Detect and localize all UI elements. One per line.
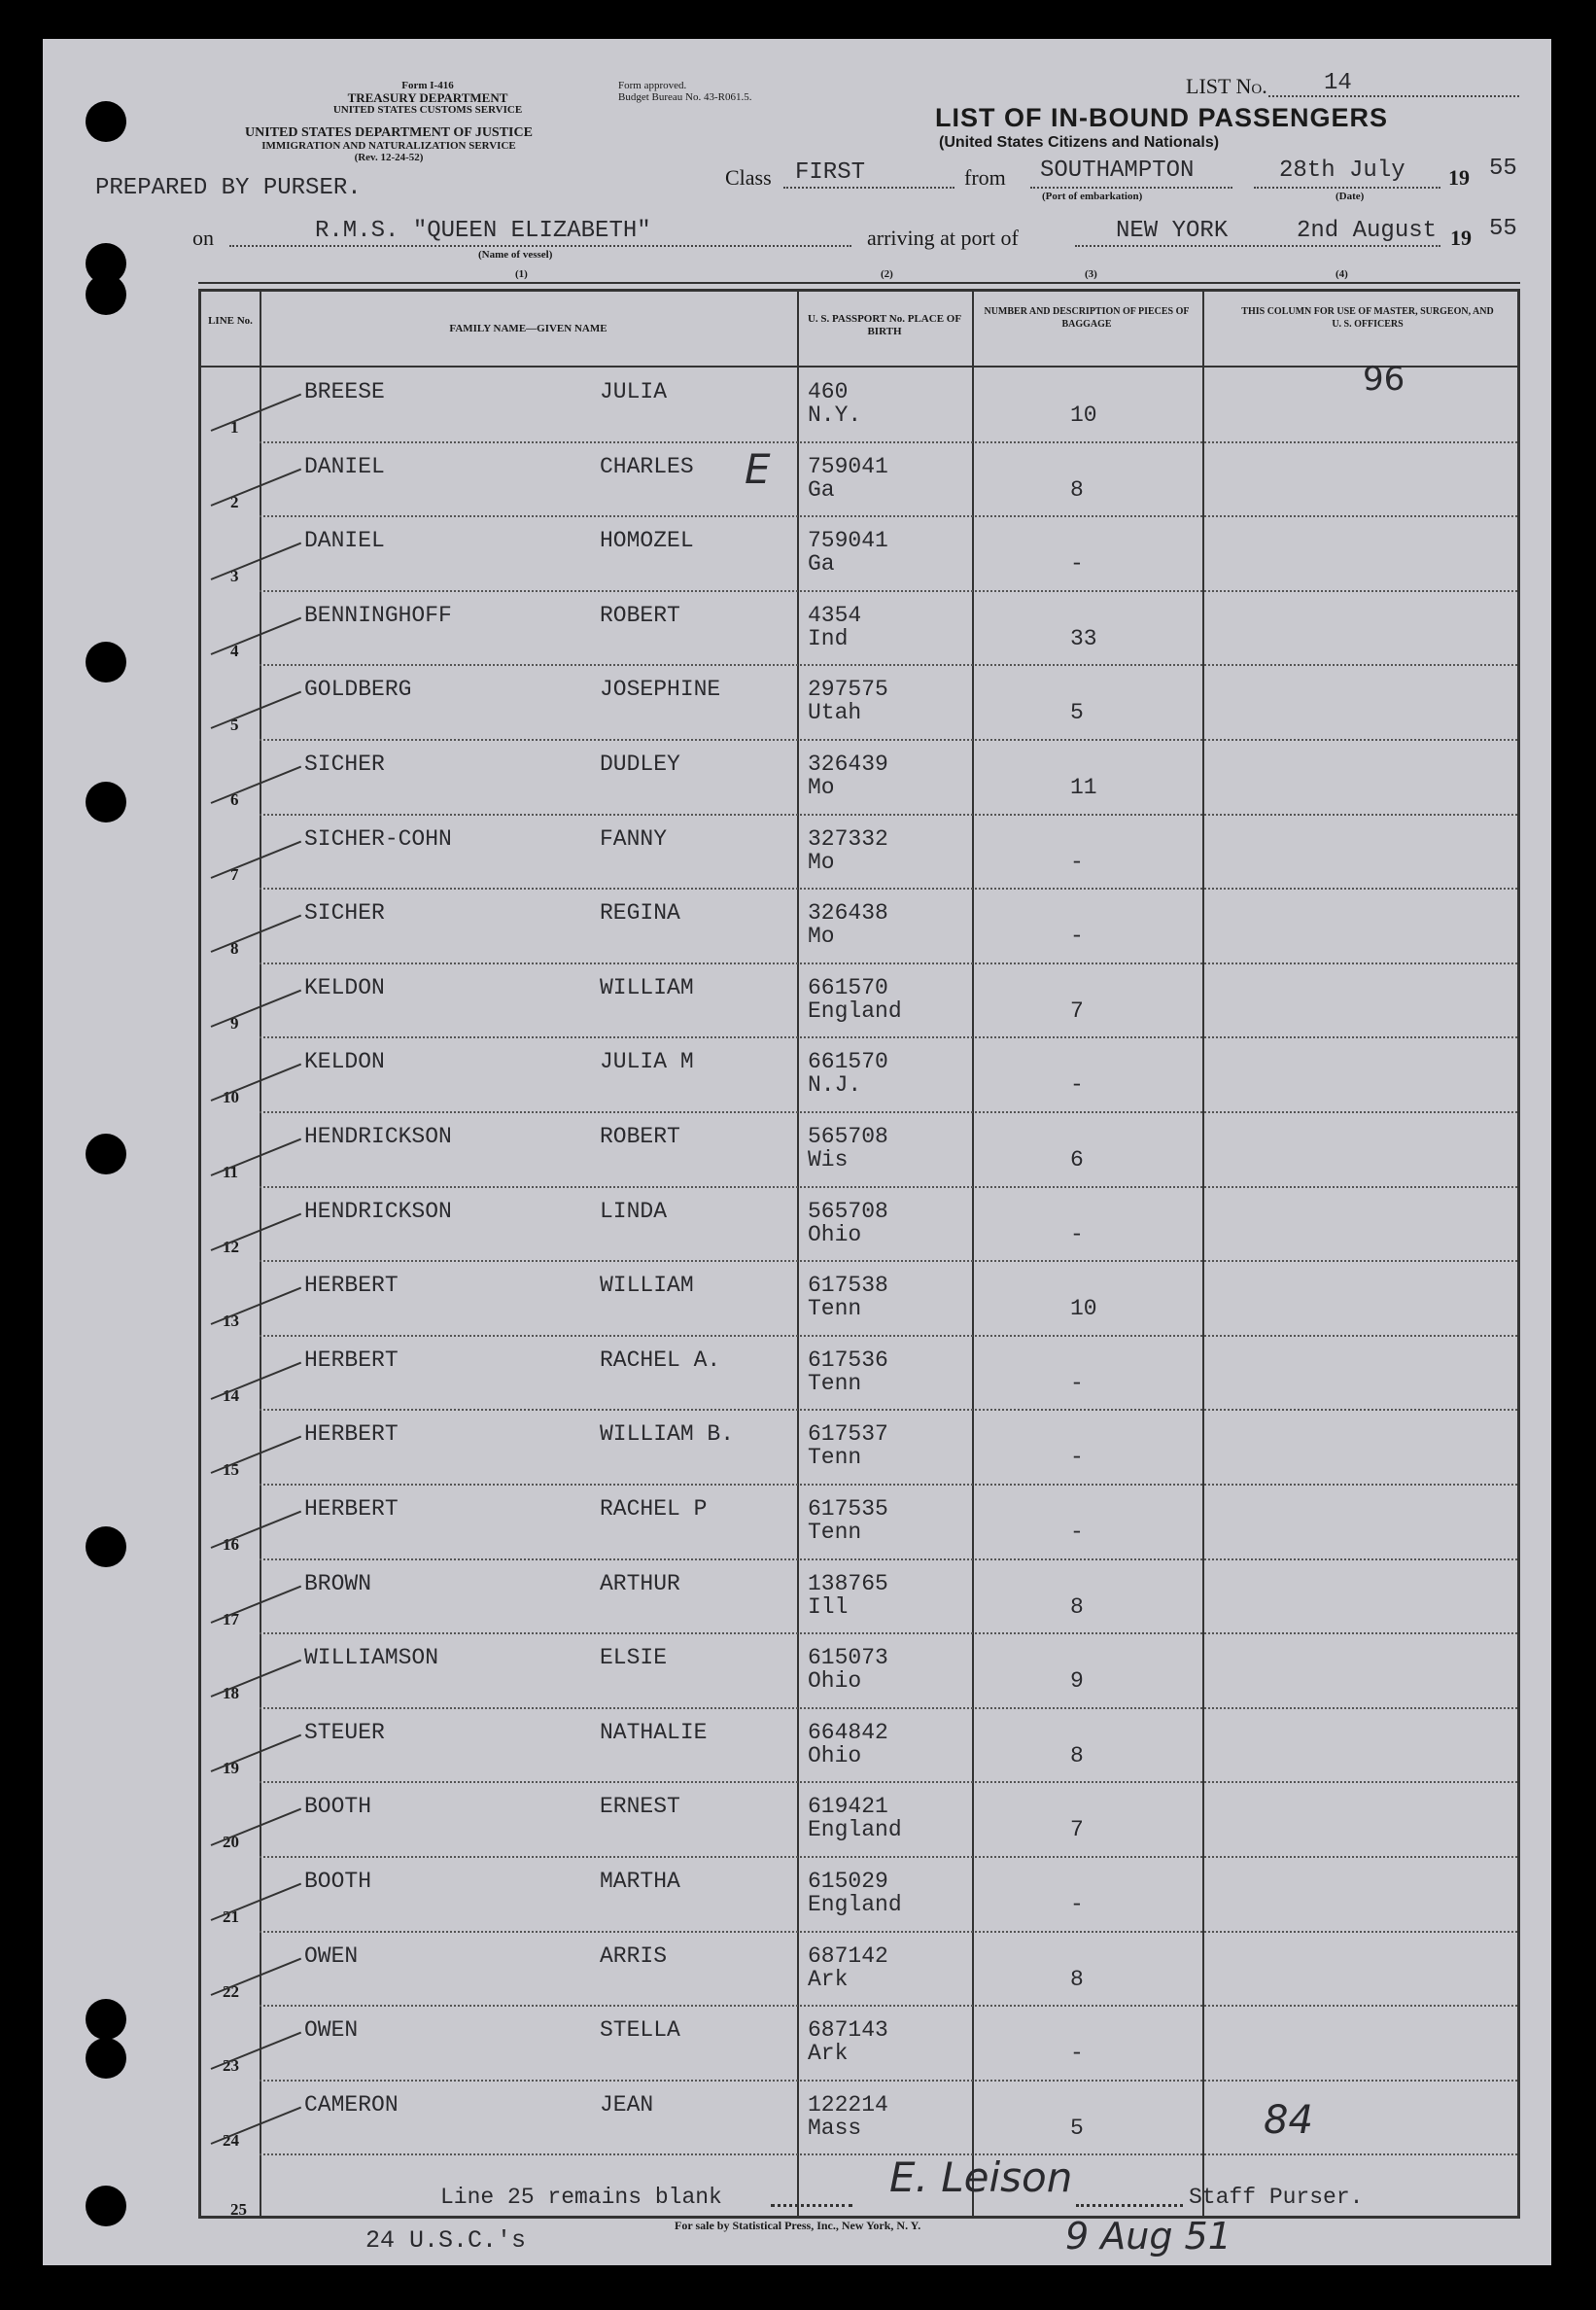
arrival-year-prefix: 19: [1450, 226, 1472, 250]
on-label: on: [192, 226, 214, 250]
family-name: BOOTH: [304, 1794, 372, 1820]
budget-bureau: Budget Bureau No. 43-R061.5.: [618, 91, 752, 103]
port-of-embarkation: SOUTHAMPTON: [1040, 158, 1195, 184]
check-mark-icon: [211, 1883, 301, 1921]
line-number: 11: [223, 1163, 239, 1181]
customs-service: UNITED STATES CUSTOMS SERVICE: [332, 104, 523, 116]
form-revision: (Rev. 12-24-52): [354, 152, 424, 163]
port-caption: (Port of embarkation): [1042, 191, 1143, 202]
place-of-birth: Ohio: [808, 1668, 862, 1695]
line-number: 19: [223, 1758, 239, 1777]
passport-number: 4354: [808, 602, 862, 628]
col-head-name: FAMILY NAME—GIVEN NAME: [449, 323, 607, 334]
check-mark-icon: [211, 766, 301, 804]
passport-number: 615073: [808, 1645, 888, 1671]
line-number: 25: [230, 2200, 247, 2219]
dotted-rule: [771, 2204, 852, 2207]
embark-date: 28th July: [1279, 158, 1405, 184]
table-row: [201, 1857, 1517, 1932]
col-head-line-no: LINE No.: [208, 315, 253, 327]
arriving-label: arriving at port of: [867, 226, 1019, 250]
passport-number: 619421: [808, 1794, 888, 1820]
family-name: WILLIAMSON: [304, 1645, 439, 1671]
baggage-count: -: [1070, 924, 1084, 950]
family-name: BENNINGHOFF: [304, 602, 452, 628]
given-name: WILLIAM B.: [600, 1421, 735, 1448]
table-row: [201, 1782, 1517, 1857]
table-row: [201, 740, 1517, 815]
table-row: [201, 1559, 1517, 1634]
passport-number: 617537: [808, 1421, 888, 1448]
passport-number: 617538: [808, 1273, 888, 1299]
dotted-rule: [783, 187, 954, 189]
line-number: 2: [230, 492, 239, 511]
passport-number: 565708: [808, 1198, 888, 1224]
check-mark-icon: [211, 2032, 301, 2070]
family-name: BREESE: [304, 379, 385, 404]
place-of-birth: Mass: [808, 2115, 862, 2141]
vessel-caption: (Name of vessel): [478, 249, 553, 261]
check-mark-icon: [211, 691, 301, 729]
given-name: JOSEPHINE: [600, 677, 721, 703]
family-name: SICHER: [304, 752, 385, 777]
passport-number: 326439: [808, 752, 888, 777]
given-name: STELLA: [600, 2017, 680, 2044]
baggage-count: -: [1070, 1221, 1084, 1247]
given-name: WILLIAM: [600, 974, 694, 1000]
check-mark-icon: [211, 1064, 301, 1102]
check-mark-icon: [211, 1808, 301, 1846]
baggage-count: 6: [1070, 1147, 1084, 1172]
check-mark-icon: [211, 542, 301, 580]
passport-number: 617536: [808, 1347, 888, 1373]
arrival-year: 55: [1489, 216, 1517, 242]
punch-hole: [86, 2186, 126, 2226]
check-mark-icon: [211, 1957, 301, 1995]
place-of-birth: Mo: [808, 924, 835, 950]
baggage-count: 11: [1070, 775, 1097, 800]
passport-number: 687143: [808, 2017, 888, 2044]
line-number: 5: [230, 716, 239, 735]
table-row: [201, 1112, 1517, 1187]
given-name: RACHEL P: [600, 1496, 708, 1522]
family-name: HERBERT: [304, 1273, 399, 1299]
embark-year: 55: [1489, 156, 1517, 182]
baggage-count: 8: [1070, 1966, 1084, 1992]
line-number: 16: [223, 1535, 239, 1554]
baggage-count: 33: [1070, 625, 1097, 651]
place-of-birth: Tenn: [808, 1370, 862, 1396]
family-name: SICHER: [304, 900, 385, 927]
line-number: 14: [223, 1385, 239, 1405]
family-name: KELDON: [304, 974, 385, 1000]
check-mark-icon: [211, 394, 301, 432]
baggage-count: 9: [1070, 1668, 1084, 1695]
usc-note: 24 U.S.C.'s: [365, 2226, 527, 2255]
dotted-rule: [1268, 95, 1519, 97]
arrival-port: NEW YORK: [1116, 218, 1229, 244]
line-number: 15: [223, 1460, 239, 1480]
column-number: (3): [1085, 268, 1097, 280]
line-number: 6: [230, 790, 239, 809]
baggage-count: 7: [1070, 1817, 1084, 1843]
baggage-count: 10: [1070, 402, 1097, 428]
place-of-birth: England: [808, 998, 902, 1024]
col-head-passport: U. S. PASSPORT No. PLACE OF BIRTH: [807, 313, 962, 337]
table-row: [201, 1410, 1517, 1485]
prepared-by: PREPARED BY PURSER.: [95, 175, 362, 201]
family-name: HERBERT: [304, 1347, 399, 1373]
passport-number: 617535: [808, 1496, 888, 1522]
baggage-count: -: [1070, 1370, 1084, 1396]
baggage-count: -: [1070, 1072, 1084, 1099]
table-row: [201, 1485, 1517, 1559]
dotted-rule: [1030, 187, 1232, 189]
table-row: [201, 2081, 1517, 2155]
header-rule: [198, 282, 1520, 284]
place-of-birth: Ark: [808, 2041, 849, 2067]
dotted-rule: [1254, 187, 1440, 189]
family-name: HERBERT: [304, 1496, 399, 1522]
given-name: ROBERT: [600, 1124, 680, 1149]
date-caption: (Date): [1336, 191, 1365, 202]
line-number: 9: [230, 1013, 239, 1032]
purser-signature: E. Leison: [889, 2153, 1073, 2201]
passport-number: 326438: [808, 900, 888, 927]
treasury-department: TREASURY DEPARTMENT: [347, 90, 508, 105]
passport-number: 661570: [808, 974, 888, 1000]
passenger-table: [198, 289, 1520, 2219]
place-of-birth: Ohio: [808, 1221, 862, 1247]
footer-handwriting: 9 Aug 51: [1065, 2215, 1232, 2258]
passport-number: 565708: [808, 1124, 888, 1149]
line-number: 13: [223, 1312, 239, 1331]
given-name: HOMOZEL: [600, 528, 694, 554]
passport-number: 687142: [808, 1942, 888, 1969]
page-subtitle: (United States Citizens and Nationals): [939, 134, 1220, 151]
family-name: SICHER-COHN: [304, 825, 452, 852]
family-name: HENDRICKSON: [304, 1198, 452, 1224]
passport-number: 615029: [808, 1869, 888, 1894]
line-number: 4: [230, 641, 239, 660]
baggage-count: -: [1070, 2041, 1084, 2067]
given-name: NATHALIE: [600, 1719, 708, 1745]
punch-hole: [86, 1134, 126, 1174]
place-of-birth: Tenn: [808, 1296, 862, 1322]
vessel-name: R.M.S. "QUEEN ELIZABETH": [315, 218, 651, 244]
handwritten-letter: E: [745, 445, 771, 493]
family-name: CAMERON: [304, 2091, 399, 2118]
dotted-rule: [1076, 2204, 1183, 2207]
justice-department: UNITED STATES DEPARTMENT OF JUSTICE: [245, 125, 533, 140]
class-label: Class: [725, 165, 772, 190]
table-row: [201, 1932, 1517, 2007]
given-name: WILLIAM: [600, 1273, 694, 1299]
punch-hole: [86, 782, 126, 822]
check-mark-icon: [211, 2106, 301, 2144]
place-of-birth: Utah: [808, 700, 862, 726]
given-name: MARTHA: [600, 1869, 680, 1894]
place-of-birth: Ga: [808, 476, 835, 503]
line-number: 1: [230, 418, 239, 437]
check-mark-icon: [211, 989, 301, 1027]
baggage-count: 7: [1070, 998, 1084, 1024]
given-name: FANNY: [600, 825, 668, 852]
baggage-count: -: [1070, 1892, 1084, 1917]
passport-number: 460: [808, 379, 849, 404]
table-row: [201, 1708, 1517, 1783]
family-name: STEUER: [304, 1719, 385, 1745]
check-mark-icon: [211, 1436, 301, 1474]
line-number: 12: [223, 1237, 239, 1256]
line-number: 22: [223, 1981, 239, 2001]
family-name: HENDRICKSON: [304, 1124, 452, 1149]
check-mark-icon: [211, 1287, 301, 1325]
check-mark-icon: [211, 915, 301, 953]
baggage-count: -: [1070, 849, 1084, 875]
given-name: ARTHUR: [600, 1570, 680, 1596]
table-row: [201, 1336, 1517, 1411]
check-mark-icon: [211, 840, 301, 878]
purser-role: Staff Purser.: [1189, 2185, 1364, 2210]
place-of-birth: N.J.: [808, 1072, 862, 1099]
passport-number: 297575: [808, 677, 888, 703]
col-head-officers: THIS COLUMN FOR USE OF MASTER, SURGEON, AND U. S. OFFICERS: [1241, 306, 1494, 330]
baggage-count: 5: [1070, 2115, 1084, 2141]
given-name: LINDA: [600, 1198, 668, 1224]
check-mark-icon: [211, 1660, 301, 1698]
passport-number: 664842: [808, 1719, 888, 1745]
class-value: FIRST: [795, 159, 866, 186]
family-name: DANIEL: [304, 453, 385, 479]
punch-hole: [86, 2038, 126, 2079]
line-number: 7: [230, 864, 239, 884]
passport-number: 122214: [808, 2091, 888, 2118]
given-name: ERNEST: [600, 1794, 680, 1820]
place-of-birth: England: [808, 1817, 902, 1843]
check-mark-icon: [211, 468, 301, 506]
line-number: 17: [223, 1609, 239, 1628]
check-mark-icon: [211, 1212, 301, 1250]
table-row: [201, 1037, 1517, 1112]
table-row: [201, 442, 1517, 517]
baggage-count: 5: [1070, 700, 1084, 726]
form-approved: Form approved.: [618, 80, 687, 91]
total-mark: 84: [1264, 2098, 1313, 2143]
baggage-count: 10: [1070, 1296, 1097, 1322]
place-of-birth: Tenn: [808, 1520, 862, 1545]
place-of-birth: Mo: [808, 775, 835, 800]
dotted-rule: [1075, 245, 1440, 247]
family-name: OWEN: [304, 2017, 359, 2044]
punch-hole: [86, 1999, 126, 2040]
given-name: ROBERT: [600, 602, 680, 628]
passport-number: 759041: [808, 453, 888, 479]
table-row: [201, 815, 1517, 890]
passport-number: 327332: [808, 825, 888, 852]
line-number: 10: [223, 1088, 239, 1107]
table-row: [201, 591, 1517, 666]
family-name: GOLDBERG: [304, 677, 412, 703]
printer-note: For sale by Statistical Press, Inc., New York, N. Y.: [675, 2219, 921, 2232]
given-name: ELSIE: [600, 1645, 668, 1671]
column-number: (1): [515, 268, 528, 280]
given-name: CHARLES: [600, 453, 694, 479]
given-name: JULIA M: [600, 1049, 694, 1075]
family-name: KELDON: [304, 1049, 385, 1075]
blank-line-text: Line 25 remains blank: [440, 2185, 722, 2210]
place-of-birth: Wis: [808, 1147, 849, 1172]
table-row-25: [201, 2153, 1517, 2222]
check-mark-icon: [211, 616, 301, 654]
baggage-count: 8: [1070, 1593, 1084, 1620]
punch-hole: [86, 1526, 126, 1567]
page-title: LIST OF IN-BOUND PASSENGERS: [935, 103, 1389, 132]
family-name: BROWN: [304, 1570, 372, 1596]
table-row: [201, 963, 1517, 1038]
from-label: from: [964, 165, 1006, 190]
given-name: JEAN: [600, 2091, 654, 2118]
passport-number: 138765: [808, 1570, 888, 1596]
baggage-count: -: [1070, 1445, 1084, 1471]
col-head-baggage: NUMBER AND DESCRIPTION OF PIECES OF BAGGAGE: [984, 306, 1190, 330]
officer-mark: 96: [1363, 360, 1405, 399]
table-row: [201, 368, 1517, 442]
given-name: RACHEL A.: [600, 1347, 721, 1373]
table-row: [201, 1187, 1517, 1262]
family-name: DANIEL: [304, 528, 385, 554]
place-of-birth: N.Y.: [808, 402, 862, 428]
line-number: 24: [223, 2130, 239, 2150]
table-row: [201, 1261, 1517, 1336]
table-row: [201, 665, 1517, 740]
column-number: (2): [881, 268, 893, 280]
given-name: REGINA: [600, 900, 680, 927]
check-mark-icon: [211, 1511, 301, 1549]
place-of-birth: Ohio: [808, 1742, 862, 1768]
year-prefix: 19: [1448, 165, 1470, 190]
line-number: 21: [223, 1908, 239, 1926]
baggage-count: 8: [1070, 476, 1084, 503]
place-of-birth: Ga: [808, 551, 835, 578]
given-name: ARRIS: [600, 1942, 668, 1969]
given-name: JULIA: [600, 379, 668, 404]
punch-hole: [86, 642, 126, 682]
baggage-count: -: [1070, 551, 1084, 578]
table-row: [201, 516, 1517, 591]
passport-number: 759041: [808, 528, 888, 554]
list-no-label: LIST No.: [1186, 74, 1267, 98]
line-number: 20: [223, 1833, 239, 1852]
table-row: [201, 2006, 1517, 2081]
dotted-rule: [229, 245, 851, 247]
table-row: [201, 1633, 1517, 1708]
line-number: 18: [223, 1684, 239, 1703]
passport-number: 661570: [808, 1049, 888, 1075]
check-mark-icon: [211, 1733, 301, 1771]
punch-hole: [86, 274, 126, 315]
place-of-birth: Ill: [808, 1593, 849, 1620]
family-name: OWEN: [304, 1942, 359, 1969]
place-of-birth: Tenn: [808, 1445, 862, 1471]
column-number: (4): [1336, 268, 1348, 280]
arrival-date: 2nd August: [1297, 218, 1438, 244]
list-no-value: 14: [1324, 70, 1352, 96]
family-name: HERBERT: [304, 1421, 399, 1448]
form-number: Form I-416: [401, 80, 454, 91]
immigration-service: IMMIGRATION AND NATURALIZATION SERVICE: [261, 140, 516, 152]
line-number: 8: [230, 939, 239, 959]
line-number: 3: [230, 567, 239, 586]
check-mark-icon: [211, 1585, 301, 1623]
family-name: BOOTH: [304, 1869, 372, 1894]
place-of-birth: Ark: [808, 1966, 849, 1992]
place-of-birth: Mo: [808, 849, 835, 875]
place-of-birth: England: [808, 1892, 902, 1917]
baggage-count: -: [1070, 1520, 1084, 1545]
check-mark-icon: [211, 1361, 301, 1399]
place-of-birth: Ind: [808, 625, 849, 651]
line-number: 23: [223, 2056, 239, 2076]
baggage-count: 8: [1070, 1742, 1084, 1768]
check-mark-icon: [211, 1138, 301, 1176]
given-name: DUDLEY: [600, 752, 680, 777]
table-row: [201, 889, 1517, 963]
punch-hole: [86, 101, 126, 142]
